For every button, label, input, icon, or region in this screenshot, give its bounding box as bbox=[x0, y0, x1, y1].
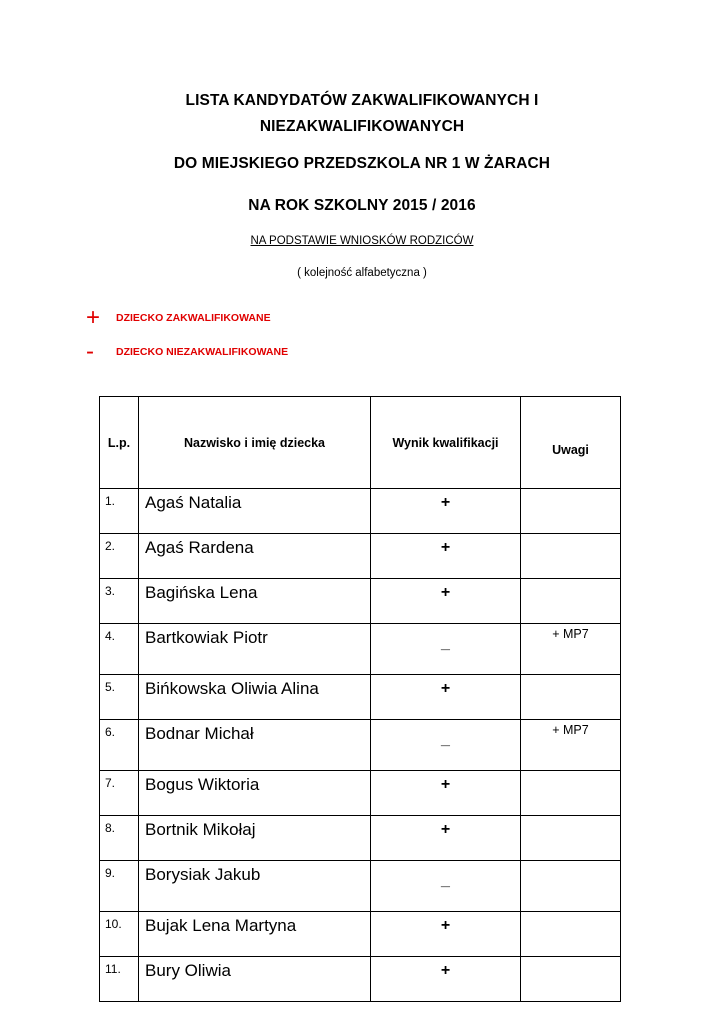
row-result: _ bbox=[371, 624, 521, 675]
legend-not-qualified bbox=[86, 340, 288, 364]
title-line-2: NIEZAKWALIFIKOWANYCH bbox=[259, 118, 465, 135]
row-lp: 5. bbox=[100, 675, 139, 720]
row-child-name: Bagińska Lena bbox=[139, 579, 371, 624]
row-child-name: Bartkowiak Piotr bbox=[139, 624, 371, 675]
plus-icon: + bbox=[86, 304, 101, 331]
row-result: + bbox=[371, 579, 521, 624]
order-note: ( kolejność alfabetyczna ) bbox=[297, 267, 427, 279]
row-child-name: Agaś Natalia bbox=[139, 489, 371, 534]
row-lp: 3. bbox=[100, 579, 139, 624]
row-child-name: Bogus Wiktoria bbox=[139, 771, 371, 816]
table-header-row bbox=[100, 397, 621, 489]
row-notes bbox=[521, 861, 621, 912]
row-child-name: Bujak Lena Martyna bbox=[139, 912, 371, 957]
row-child-name: Agaś Rardena bbox=[139, 534, 371, 579]
row-notes bbox=[521, 912, 621, 957]
table-row bbox=[100, 720, 621, 771]
row-notes bbox=[521, 957, 621, 1002]
row-lp: 2. bbox=[100, 534, 139, 579]
table-row bbox=[100, 861, 621, 912]
title-line-4: NA ROK SZKOLNY 2015 / 2016 bbox=[248, 197, 476, 214]
row-lp: 10. bbox=[100, 912, 139, 957]
row-lp: 9. bbox=[100, 861, 139, 912]
legend-qualified bbox=[86, 306, 271, 330]
row-lp: 1. bbox=[100, 489, 139, 534]
table-row bbox=[100, 912, 621, 957]
table-row bbox=[100, 957, 621, 1002]
header-result: Wynik kwalifikacji bbox=[371, 397, 521, 489]
legend-qualified-label: DZIECKO ZAKWALIFIKOWANE bbox=[116, 312, 271, 324]
row-child-name: Bińkowska Oliwia Alina bbox=[139, 675, 371, 720]
minus-icon: - bbox=[86, 338, 94, 365]
candidates-table bbox=[99, 396, 621, 1002]
row-child-name: Borysiak Jakub bbox=[139, 861, 371, 912]
row-child-name: Bury Oliwia bbox=[139, 957, 371, 1002]
row-child-name: Bortnik Mikołaj bbox=[139, 816, 371, 861]
table-row bbox=[100, 624, 621, 675]
row-notes: + MP7 bbox=[521, 624, 621, 675]
row-result: + bbox=[371, 816, 521, 861]
row-result: + bbox=[371, 771, 521, 816]
row-result: + bbox=[371, 957, 521, 1002]
row-lp: 6. bbox=[100, 720, 139, 771]
row-result: + bbox=[371, 675, 521, 720]
header-notes: Uwagi bbox=[521, 397, 621, 489]
row-notes bbox=[521, 675, 621, 720]
row-result: + bbox=[371, 912, 521, 957]
row-result: _ bbox=[371, 861, 521, 912]
basis-note bbox=[0, 235, 724, 247]
row-notes bbox=[521, 534, 621, 579]
row-lp: 4. bbox=[100, 624, 139, 675]
table-row bbox=[100, 771, 621, 816]
row-notes bbox=[521, 816, 621, 861]
table-row bbox=[100, 579, 621, 624]
table-row bbox=[100, 816, 621, 861]
row-lp: 11. bbox=[100, 957, 139, 1002]
row-notes: + MP7 bbox=[521, 720, 621, 771]
table-row bbox=[100, 675, 621, 720]
row-result: _ bbox=[371, 720, 521, 771]
title-line-1: LISTA KANDYDATÓW ZAKWALIFIKOWANYCH I bbox=[185, 92, 539, 109]
header-lp: L.p. bbox=[100, 397, 139, 489]
row-notes bbox=[521, 771, 621, 816]
row-notes bbox=[521, 579, 621, 624]
table-row bbox=[100, 489, 621, 534]
header-name: Nazwisko i imię dziecka bbox=[139, 397, 371, 489]
row-lp: 7. bbox=[100, 771, 139, 816]
table-row bbox=[100, 534, 621, 579]
title-line-3: DO MIEJSKIEGO PRZEDSZKOLA NR 1 W ŻARACH bbox=[173, 155, 551, 172]
row-result: + bbox=[371, 489, 521, 534]
row-child-name: Bodnar Michał bbox=[139, 720, 371, 771]
legend-not-qualified-label: DZIECKO NIEZAKWALIFIKOWANE bbox=[116, 346, 289, 358]
row-lp: 8. bbox=[100, 816, 139, 861]
row-notes bbox=[521, 489, 621, 534]
row-result: + bbox=[371, 534, 521, 579]
basis-note-text: NA PODSTAWIE WNIOSKÓW RODZICÓW bbox=[250, 235, 474, 247]
